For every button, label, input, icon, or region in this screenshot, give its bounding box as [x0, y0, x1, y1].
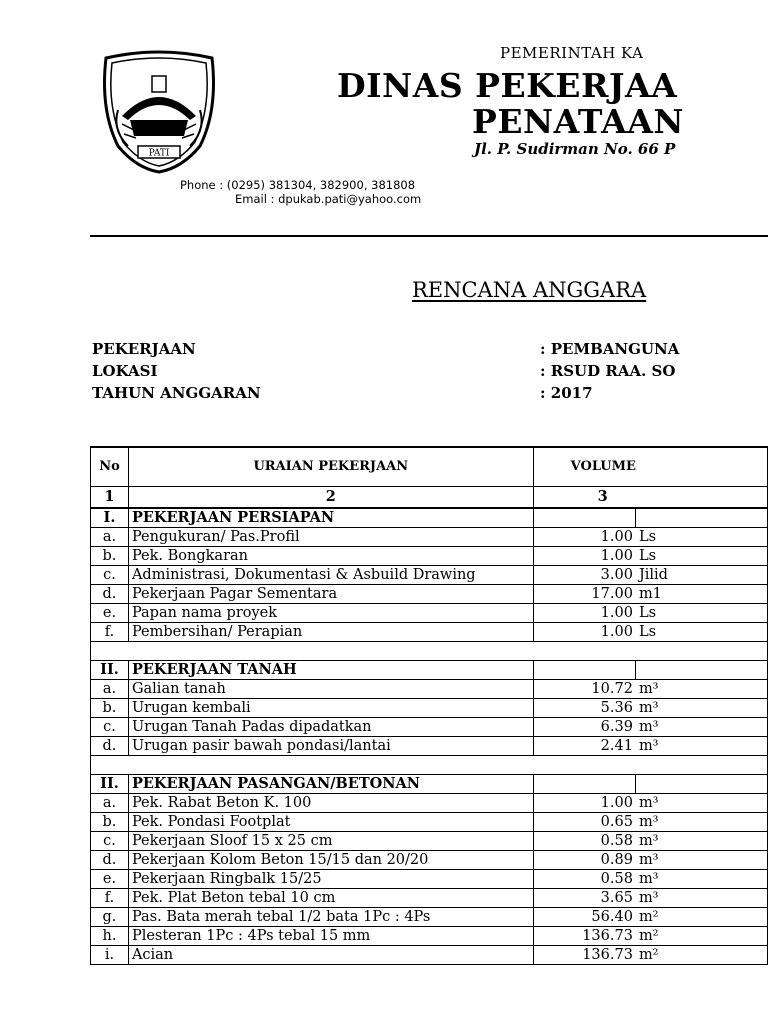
section-unit-empty [636, 775, 768, 794]
colnum-volume: 3 [533, 487, 767, 509]
item-description: Pekerjaan Pagar Sementara [128, 585, 533, 604]
item-volume: 10.72 [533, 680, 636, 699]
item-unit: m³ [636, 813, 768, 832]
item-volume: 0.58 [533, 832, 636, 851]
table-row [91, 604, 768, 623]
spacer-cell [91, 642, 768, 661]
table-row [91, 832, 768, 851]
section-number: II. [91, 775, 129, 794]
table-spacer-row [91, 756, 768, 775]
item-unit: Ls [636, 604, 768, 623]
item-volume: 0.65 [533, 813, 636, 832]
item-volume: 3.00 [533, 566, 636, 585]
section-volume-empty [533, 508, 636, 528]
item-unit: m² [636, 927, 768, 946]
item-unit: m³ [636, 699, 768, 718]
table-header-row [91, 447, 768, 487]
item-number: a. [91, 680, 129, 699]
item-number: b. [91, 699, 129, 718]
item-number: h. [91, 927, 129, 946]
item-number: d. [91, 737, 129, 756]
table-row [91, 680, 768, 699]
item-unit: m³ [636, 680, 768, 699]
section-title: PEKERJAAN PASANGAN/BETONAN [128, 775, 533, 794]
item-description: Pengukuran/ Pas.Profil [128, 528, 533, 547]
item-number: e. [91, 870, 129, 889]
header-uraian: URAIAN PEKERJAAN [128, 447, 533, 487]
item-description: Pekerjaan Sloof 15 x 25 cm [128, 832, 533, 851]
item-description: Urugan kembali [128, 699, 533, 718]
section-unit-empty [636, 508, 768, 528]
logo-text: PATI [148, 148, 170, 159]
item-unit: m³ [636, 870, 768, 889]
section-volume-empty [533, 775, 636, 794]
header-volume: VOLUME [533, 447, 767, 487]
item-description: Pek. Pondasi Footplat [128, 813, 533, 832]
item-number: a. [91, 794, 129, 813]
section-number: I. [91, 508, 129, 528]
table-row [91, 870, 768, 889]
table-column-number-row [91, 487, 768, 509]
header-no: No [91, 447, 129, 487]
item-unit: m³ [636, 718, 768, 737]
table-row [91, 699, 768, 718]
item-description: Pek. Plat Beton tebal 10 cm [128, 889, 533, 908]
document-title: RENCANA ANGGARA [412, 278, 647, 302]
item-unit: m² [636, 946, 768, 965]
table-row [91, 794, 768, 813]
item-volume: 1.00 [533, 604, 636, 623]
agency-address: Jl. P. Sudirman No. 66 P [474, 140, 676, 158]
item-volume: 1.00 [533, 528, 636, 547]
item-unit: m1 [636, 585, 768, 604]
item-volume: 1.00 [533, 623, 636, 642]
section-title: PEKERJAAN TANAH [128, 661, 533, 680]
item-unit: m³ [636, 889, 768, 908]
item-description: Papan nama proyek [128, 604, 533, 623]
table-section-row [91, 661, 768, 680]
table-body [91, 508, 768, 965]
item-unit: Ls [636, 547, 768, 566]
item-description: Pas. Bata merah tebal 1/2 bata 1Pc : 4Ps [128, 908, 533, 927]
item-volume: 3.65 [533, 889, 636, 908]
item-volume: 0.89 [533, 851, 636, 870]
info-value-lokasi: : RSUD RAA. SO [540, 362, 676, 380]
item-number: f. [91, 889, 129, 908]
section-volume-empty [533, 661, 636, 680]
table-row [91, 927, 768, 946]
table-section-row [91, 508, 768, 528]
item-volume: 1.00 [533, 794, 636, 813]
item-description: Urugan pasir bawah pondasi/lantai [128, 737, 533, 756]
table-row [91, 623, 768, 642]
item-number: g. [91, 908, 129, 927]
agency-email: Email : dpukab.pati@yahoo.com [235, 192, 422, 206]
item-number: b. [91, 813, 129, 832]
item-volume: 5.36 [533, 699, 636, 718]
item-volume: 56.40 [533, 908, 636, 927]
table-row [91, 737, 768, 756]
item-number: c. [91, 566, 129, 585]
item-volume: 6.39 [533, 718, 636, 737]
colnum-uraian: 2 [128, 487, 533, 509]
table-row [91, 718, 768, 737]
section-title: PEKERJAAN PERSIAPAN [128, 508, 533, 528]
colnum-no: 1 [91, 487, 129, 509]
item-number: b. [91, 547, 129, 566]
item-volume: 17.00 [533, 585, 636, 604]
item-unit: m² [636, 908, 768, 927]
table-row [91, 585, 768, 604]
item-number: i. [91, 946, 129, 965]
section-unit-empty [636, 661, 768, 680]
info-value-tahun: : 2017 [540, 384, 593, 402]
table-row [91, 946, 768, 965]
table-section-row [91, 775, 768, 794]
info-label-pekerjaan: PEKERJAAN [92, 340, 196, 358]
info-label-tahun: TAHUN ANGGARAN [92, 384, 261, 402]
item-unit: m³ [636, 851, 768, 870]
table-row [91, 547, 768, 566]
budget-table [90, 446, 768, 965]
info-label-lokasi: LOKASI [92, 362, 158, 380]
item-description: Pek. Bongkaran [128, 547, 533, 566]
pati-regency-logo [100, 50, 218, 174]
item-description: Galian tanah [128, 680, 533, 699]
agency-phone: Phone : (0295) 381304, 382900, 381808 [180, 178, 416, 192]
item-unit: m³ [636, 737, 768, 756]
item-number: d. [91, 851, 129, 870]
table-row [91, 889, 768, 908]
info-value-pekerjaan: : PEMBANGUNA [540, 340, 680, 358]
item-volume: 1.00 [533, 547, 636, 566]
item-description: Pekerjaan Ringbalk 15/25 [128, 870, 533, 889]
item-description: Pek. Rabat Beton K. 100 [128, 794, 533, 813]
table-row [91, 908, 768, 927]
item-number: e. [91, 604, 129, 623]
table-spacer-row [91, 642, 768, 661]
item-number: c. [91, 832, 129, 851]
item-description: Plesteran 1Pc : 4Ps tebal 15 mm [128, 927, 533, 946]
table-row [91, 851, 768, 870]
government-heading: PEMERINTAH KA [500, 44, 644, 62]
letterhead-divider [90, 235, 768, 237]
item-description: Acian [128, 946, 533, 965]
item-description: Administrasi, Dokumentasi & Asbuild Drawing [128, 566, 533, 585]
item-number: c. [91, 718, 129, 737]
item-unit: m³ [636, 832, 768, 851]
agency-name-line1: DINAS PEKERJAA [337, 66, 678, 105]
item-number: a. [91, 528, 129, 547]
item-unit: m³ [636, 794, 768, 813]
item-volume: 0.58 [533, 870, 636, 889]
item-number: f. [91, 623, 129, 642]
table-row [91, 566, 768, 585]
section-number: II. [91, 661, 129, 680]
item-unit: Jilid [636, 566, 768, 585]
item-volume: 136.73 [533, 927, 636, 946]
item-volume: 136.73 [533, 946, 636, 965]
table-row [91, 528, 768, 547]
item-description: Pekerjaan Kolom Beton 15/15 dan 20/20 [128, 851, 533, 870]
item-unit: Ls [636, 528, 768, 547]
item-unit: Ls [636, 623, 768, 642]
item-description: Pembersihan/ Perapian [128, 623, 533, 642]
item-volume: 2.41 [533, 737, 636, 756]
table-row [91, 813, 768, 832]
spacer-cell [91, 756, 768, 775]
agency-name-line2: PENATAAN [472, 102, 685, 141]
item-description: Urugan Tanah Padas dipadatkan [128, 718, 533, 737]
item-number: d. [91, 585, 129, 604]
